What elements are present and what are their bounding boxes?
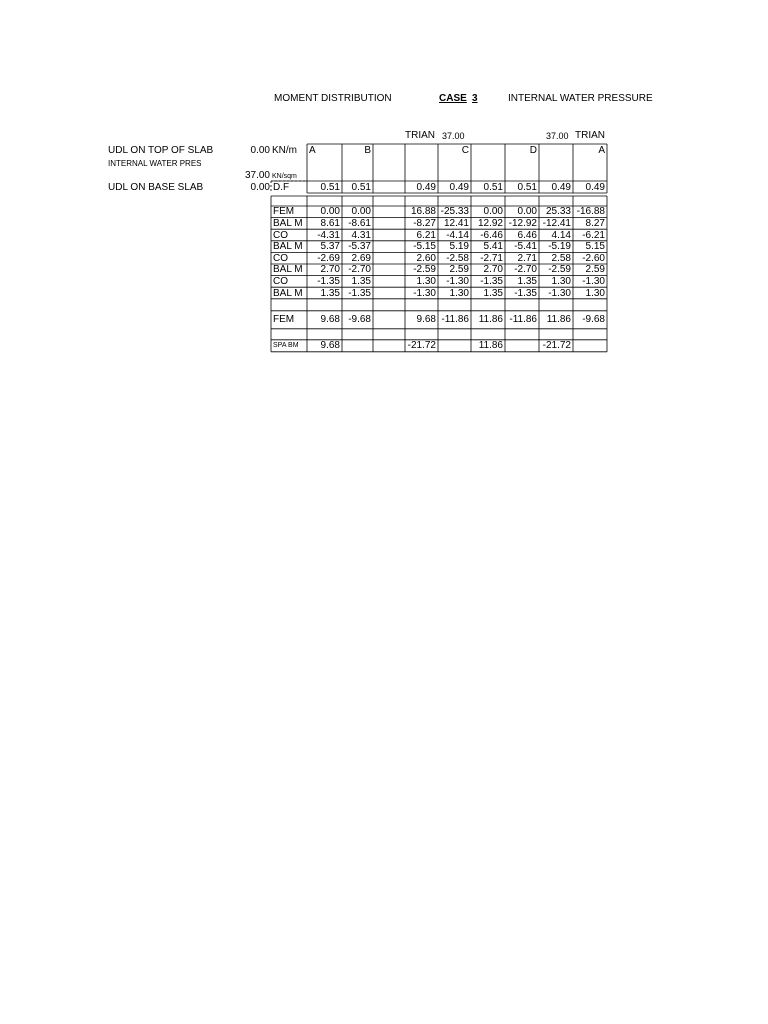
page-title: MOMENT DISTRIBUTION [274,93,392,104]
row-label: CO [273,252,288,264]
moment-value: 16.88 [410,206,436,218]
moment-value: 25.33 [545,206,571,218]
moment-value: -4.31 [317,229,340,241]
row-label: CO [273,275,288,287]
joint-label [373,145,405,156]
row-label: BAL M [273,287,303,299]
moment-value: 1.30 [416,275,436,287]
final-fem-value: 11.86 [478,314,503,326]
df-value: 0.49 [551,181,571,193]
df-value: 0.51 [320,181,340,193]
moment-value: -2.59 [413,264,436,276]
row-label: BAL M [273,217,303,229]
moment-value [373,264,405,275]
moment-value: 0.00 [320,206,340,218]
moment-value: -1.30 [446,275,469,287]
moment-value: 5.15 [585,241,605,253]
moment-value: -12.41 [542,217,571,229]
moment-value: -2.69 [317,252,340,264]
moment-value: -16.88 [576,206,605,218]
moment-value: 2.70 [483,264,503,276]
row-label: FEM [273,206,295,218]
moment-value: -2.58 [446,252,469,264]
moment-value: -2.60 [582,252,605,264]
moment-value: -8.61 [348,217,371,229]
spa-bm-value: -21.72 [407,340,436,352]
joint-label [471,145,505,156]
moment-value: -25.33 [440,206,469,218]
moment-value [373,288,405,299]
joint-label: B [364,145,371,156]
final-fem-value: -9.68 [582,314,605,326]
df-label: D.F [273,181,290,193]
moment-value: -5.41 [514,241,537,253]
df-value [373,182,405,193]
joint-label [539,145,573,156]
final-fem-value: -11.86 [509,314,537,326]
udl-top-label: UDL ON TOP OF SLAB [108,145,214,156]
udl-base-label: UDL ON BASE SLAB [108,182,204,193]
moment-value [373,230,405,241]
moment-value: 1.35 [517,275,537,287]
moment-value: 0.00 [351,206,371,218]
moment-value: 12.92 [477,217,503,229]
row-label: CO [273,229,288,241]
udl-top-value: 0.00 [250,145,270,156]
joint-label: C [461,145,469,156]
moment-value: 12.41 [443,217,469,229]
moment-value: 8.61 [320,217,340,229]
trian-left-label: TRIAN [405,130,435,141]
moment-value: -6.46 [480,229,503,241]
spa-bm-value [373,340,405,351]
joint-label: A [598,145,605,156]
df-value: 0.49 [449,181,469,193]
df-value: 0.51 [483,181,503,193]
moment-value [373,241,405,252]
moment-value: -5.19 [548,241,571,253]
moment-value: -6.21 [582,229,605,241]
moment-value: -4.14 [446,229,469,241]
trian-left-value: 37.00 [442,131,465,141]
moment-value [373,206,405,217]
moment-value: 0.00 [517,206,537,218]
moment-value: -1.30 [582,275,605,287]
moment-value: 4.31 [351,229,371,241]
moment-value: -1.35 [348,287,371,299]
trian-right-label: TRIAN [575,130,605,141]
row-label: BAL M [273,264,303,276]
df-value: 0.49 [416,181,436,193]
moment-value: -2.59 [548,264,571,276]
moment-value: 2.60 [416,252,436,264]
water-value: 37.00 [244,170,270,181]
row-label: BAL M [273,241,303,253]
moment-value: 2.70 [320,264,340,276]
moment-value: 2.59 [449,264,469,276]
df-value: 0.49 [585,181,605,193]
trian-right-value: 37.00 [546,131,569,141]
moment-value: -1.30 [548,287,571,299]
spa-bm-label: SPA BM [273,342,299,350]
df-value: 0.51 [517,181,537,193]
moment-value: -5.15 [413,241,436,253]
spa-bm-value: 11.86 [478,340,503,352]
moment-value: 1.35 [351,275,371,287]
moment-value: 2.69 [351,252,371,264]
moment-value: -5.37 [348,241,371,253]
case-label: CASE [439,93,467,104]
moment-value: 6.46 [517,229,537,241]
moment-value: -1.35 [514,287,537,299]
moment-value: -2.71 [480,252,503,264]
df-value: 0.51 [351,181,371,193]
final-fem-value [373,314,405,325]
moment-value: -1.35 [480,275,503,287]
joint-label: A [309,145,316,156]
spa-bm-value [573,340,607,351]
moment-value [373,276,405,287]
joint-label: D [529,145,537,156]
moment-value: -1.35 [317,275,340,287]
moment-value: 1.30 [585,287,605,299]
final-fem-value: -9.68 [348,314,371,326]
final-fem-value: 9.68 [320,314,340,326]
case-description: INTERNAL WATER PRESSURE [508,93,653,104]
water-label: INTERNAL WATER PRES [108,159,202,168]
moment-value [373,218,405,229]
moment-value: 1.35 [483,287,503,299]
moment-value: 2.71 [517,252,537,264]
moment-value: 1.30 [551,275,571,287]
moment-value: 8.27 [585,217,605,229]
moment-value: 5.41 [483,241,503,253]
water-unit: KN/sqm [272,173,297,180]
spa-bm-value: 9.68 [320,340,340,352]
moment-value: 1.30 [449,287,469,299]
moment-value: 0.00 [483,206,503,218]
final-fem-value: -11.86 [441,314,469,326]
moment-value [373,253,405,264]
udl-top-unit: KN/m [272,145,297,156]
moment-value: 6.21 [416,229,436,241]
moment-value: -2.70 [514,264,537,276]
final-fem-value: 11.86 [546,314,571,326]
spa-bm-value [438,340,471,351]
udl-base-value: 0.00 [250,182,270,193]
final-fem-label: FEM [273,314,295,326]
moment-value: 2.59 [585,264,605,276]
moment-value: -8.27 [413,217,436,229]
moment-value: 4.14 [551,229,571,241]
spa-bm-value [342,340,373,351]
spa-bm-value: -21.72 [542,340,571,352]
moment-value: 2.58 [551,252,571,264]
final-fem-value: 9.68 [416,314,436,326]
moment-value: -1.30 [413,287,436,299]
moment-value: -2.70 [348,264,371,276]
case-number: 3 [472,93,478,104]
moment-value: 1.35 [320,287,340,299]
moment-value: 5.37 [320,241,340,253]
moment-value: 5.19 [449,241,469,253]
moment-value: -12.92 [508,217,537,229]
spa-bm-value [505,340,539,351]
